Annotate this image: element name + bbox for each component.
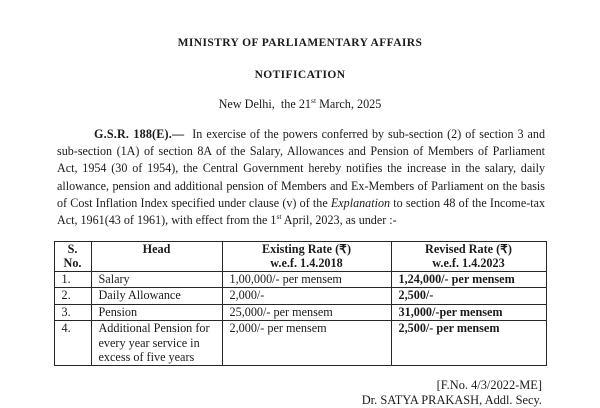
notification-heading: NOTIFICATION: [254, 69, 346, 81]
paragraph-text-3: April, 2023, as under :-: [281, 213, 397, 228]
signatory: Dr. SATYA PRAKASH, Addl. Secy.: [361, 393, 542, 408]
col-header-head: Head: [91, 242, 222, 272]
col-header-existing: [222, 242, 391, 272]
cell-sno: 2.: [54, 288, 91, 304]
col-header-revised-line2: w.e.f. 1.4.2023: [432, 255, 505, 270]
footer-block: [0, 378, 542, 408]
date-suffix: March, 2025: [316, 97, 382, 111]
col-header-sno: [54, 242, 91, 272]
date-ordinal-superscript: st: [311, 95, 317, 105]
table-row: [54, 288, 546, 304]
paragraph-text-2: to section 48 of the Income-tax Act, 1961(43 of 1961), with effect from the 1: [57, 195, 545, 228]
date-prefix: New Delhi, the 21: [218, 97, 312, 111]
cell-head: Additional Pension for every year service in excess of five years: [91, 321, 222, 366]
cell-revised-rate: 1,24,000/- per mensem: [391, 272, 546, 288]
ministry-title: MINISTRY OF PARLIAMENTARY AFFAIRS: [177, 37, 423, 49]
cell-existing-rate: 2,000/- per mensem: [222, 321, 391, 366]
table-row: [54, 304, 546, 320]
cell-existing-rate: 1,00,000/- per mensem: [222, 272, 391, 288]
cell-revised-rate: 2,500/- per mensem: [391, 321, 546, 366]
paragraph-text-1: In exercise of the powers conferred by sub-section (2) of section 3 and sub-section (1A) of section 8A of the Salary, Allowances and Pension of Members of Parliament Act, 1954 (30 of 1954), the Central Government hereby notifies the increase in the salary, daily allowance, pension and additional pension of Members and Ex-Members of Parliament on the basis of Cost Inflation Index specified under clause (v) of the: [57, 127, 545, 210]
table-row: [54, 272, 546, 288]
cell-head: Pension: [91, 304, 222, 320]
col-header-sno-line2: No.: [63, 255, 82, 270]
file-number: [F.No. 4/3/2022-ME]: [436, 378, 542, 393]
place-date-line: [0, 97, 600, 112]
cell-sno: 1.: [54, 272, 91, 288]
cell-revised-rate: 2,500/-: [391, 288, 546, 304]
col-header-existing-line1: Existing Rate (₹): [262, 242, 351, 257]
cell-existing-rate: 25,000/- per mensem: [222, 304, 391, 320]
gsr-paragraph: [57, 126, 545, 229]
col-header-revised: [391, 242, 546, 272]
gsr-number: G.S.R. 188(E).—: [94, 127, 185, 141]
cell-head: Salary: [91, 272, 222, 288]
table-row: [54, 321, 546, 366]
cell-head: Daily Allowance: [91, 288, 222, 304]
col-header-revised-line1: Revised Rate (₹): [425, 242, 512, 257]
date-ordinal-superscript: st: [276, 211, 282, 221]
cell-revised-rate: 31,000/-per mensem: [391, 304, 546, 320]
col-header-sno-line1: S.: [67, 242, 78, 257]
cell-existing-rate: 2,000/-: [222, 288, 391, 304]
table-header-row: [54, 242, 546, 272]
explanation-word: Explanation: [330, 195, 391, 210]
cell-sno: 4.: [54, 321, 91, 366]
col-header-existing-line2: w.e.f. 1.4.2018: [270, 255, 343, 270]
cell-sno: 3.: [54, 304, 91, 320]
rates-table: [54, 241, 547, 366]
